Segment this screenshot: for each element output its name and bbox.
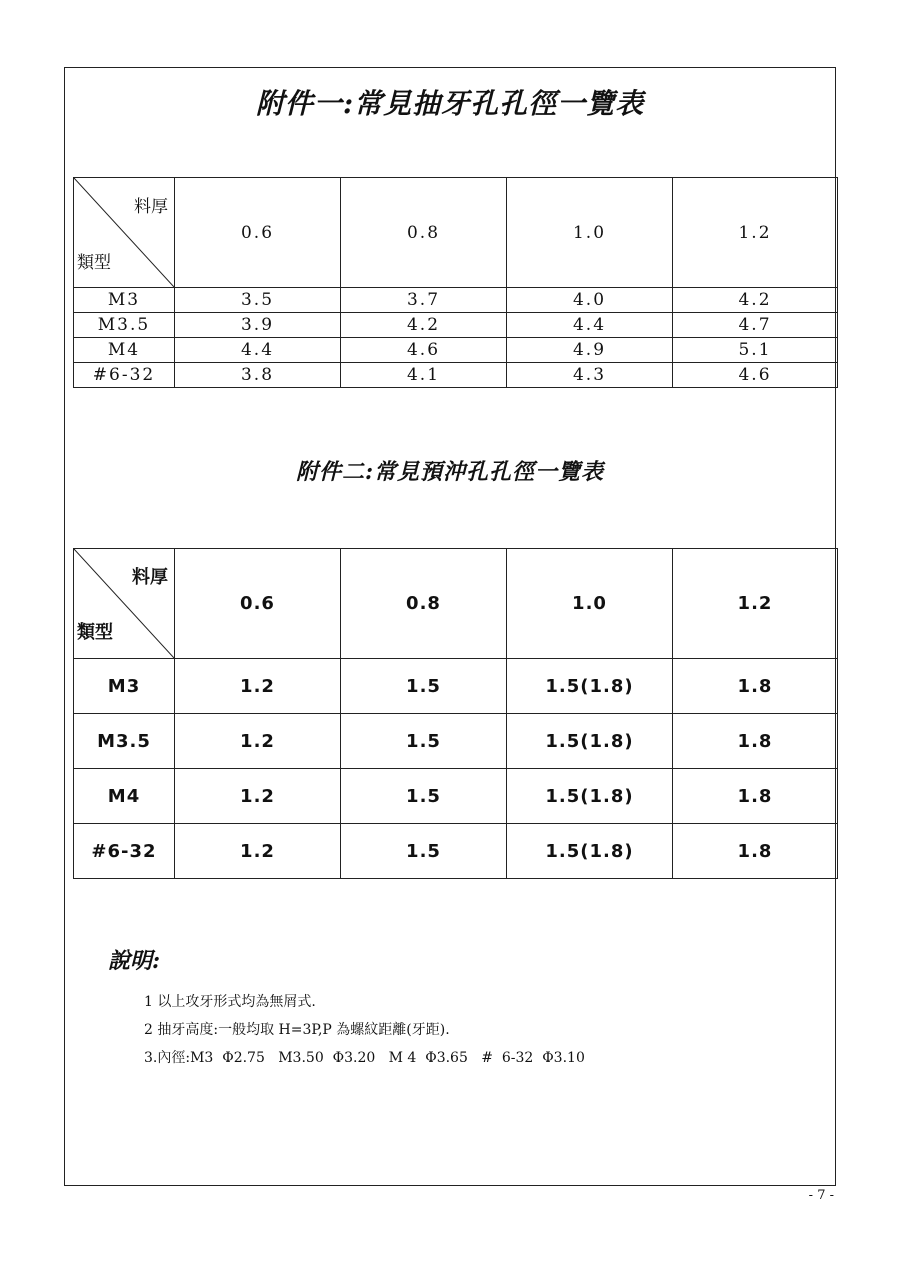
type-cell: M4 bbox=[74, 769, 175, 824]
type-cell: #6-32 bbox=[74, 824, 175, 879]
corner-type-label: 類型 bbox=[77, 622, 113, 643]
value-cell: 1.2 bbox=[175, 824, 341, 879]
page-number: - 7 - bbox=[808, 1188, 834, 1203]
type-cell: M3 bbox=[74, 659, 175, 714]
value-cell: 4.4 bbox=[507, 313, 673, 338]
value-cell: 4.4 bbox=[175, 338, 341, 363]
type-cell: M3 bbox=[74, 288, 175, 313]
value-cell: 1.5(1.8) bbox=[507, 659, 673, 714]
corner-thickness-label: 料厚 bbox=[134, 197, 168, 217]
pre-punch-hole-table bbox=[73, 548, 838, 879]
value-cell: 1.8 bbox=[673, 769, 838, 824]
header-cell: 1.2 bbox=[673, 549, 838, 659]
corner-thickness-label: 料厚 bbox=[132, 567, 168, 588]
corner-cell bbox=[74, 549, 175, 659]
value-cell: 1.2 bbox=[175, 659, 341, 714]
value-cell: 4.6 bbox=[673, 363, 838, 388]
appendix-2-title: 附件二:常見預沖孔孔徑一覽表 bbox=[295, 459, 605, 485]
value-cell: 1.5(1.8) bbox=[507, 824, 673, 879]
value-cell: 4.7 bbox=[673, 313, 838, 338]
table-row bbox=[74, 288, 838, 313]
table-header-row bbox=[74, 178, 838, 288]
value-cell: 1.8 bbox=[673, 714, 838, 769]
type-cell: M4 bbox=[74, 338, 175, 363]
corner-type-label: 類型 bbox=[77, 253, 111, 273]
value-cell: 3.8 bbox=[175, 363, 341, 388]
value-cell: 1.5(1.8) bbox=[507, 769, 673, 824]
appendix-1-title: 附件一:常見抽牙孔孔徑一覽表 bbox=[255, 87, 645, 120]
corner-cell bbox=[74, 178, 175, 288]
value-cell: 4.1 bbox=[341, 363, 507, 388]
type-cell: M3.5 bbox=[74, 313, 175, 338]
header-cell: 0.6 bbox=[175, 549, 341, 659]
notes-list bbox=[144, 988, 585, 1072]
header-cell: 1.2 bbox=[673, 178, 838, 288]
value-cell: 1.5 bbox=[341, 824, 507, 879]
notes-title: 說明: bbox=[108, 948, 161, 974]
value-cell: 1.2 bbox=[175, 714, 341, 769]
table-row bbox=[74, 714, 838, 769]
value-cell: 4.9 bbox=[507, 338, 673, 363]
value-cell: 1.8 bbox=[673, 824, 838, 879]
header-cell: 0.8 bbox=[341, 178, 507, 288]
table-row bbox=[74, 824, 838, 879]
table-header-row bbox=[74, 549, 838, 659]
value-cell: 4.6 bbox=[341, 338, 507, 363]
value-cell: 1.2 bbox=[175, 769, 341, 824]
table-row bbox=[74, 313, 838, 338]
value-cell: 1.5 bbox=[341, 769, 507, 824]
note-item: 3.內徑:M3 Φ2.75 M3.50 Φ3.20 M 4 Φ3.65 # 6-32 Φ3.10 bbox=[144, 1050, 585, 1066]
note-item: 1 以上攻牙形式均為無屑式. bbox=[144, 994, 316, 1010]
header-cell: 1.0 bbox=[507, 178, 673, 288]
value-cell: 1.5(1.8) bbox=[507, 714, 673, 769]
value-cell: 4.3 bbox=[507, 363, 673, 388]
value-cell: 3.9 bbox=[175, 313, 341, 338]
value-cell: 3.5 bbox=[175, 288, 341, 313]
tapping-hole-table bbox=[73, 177, 838, 388]
header-cell: 0.8 bbox=[341, 549, 507, 659]
table-row bbox=[74, 769, 838, 824]
value-cell: 4.2 bbox=[341, 313, 507, 338]
value-cell: 4.0 bbox=[507, 288, 673, 313]
value-cell: 1.5 bbox=[341, 659, 507, 714]
type-cell: M3.5 bbox=[74, 714, 175, 769]
header-cell: 0.6 bbox=[175, 178, 341, 288]
note-item: 2 抽牙高度:一般均取 H=3P,P 為螺紋距離(牙距). bbox=[144, 1022, 450, 1038]
value-cell: 3.7 bbox=[341, 288, 507, 313]
table-row bbox=[74, 338, 838, 363]
type-cell: #6-32 bbox=[74, 363, 175, 388]
table-row bbox=[74, 659, 838, 714]
value-cell: 5.1 bbox=[673, 338, 838, 363]
value-cell: 1.8 bbox=[673, 659, 838, 714]
header-cell: 1.0 bbox=[507, 549, 673, 659]
value-cell: 4.2 bbox=[673, 288, 838, 313]
table-row bbox=[74, 363, 838, 388]
value-cell: 1.5 bbox=[341, 714, 507, 769]
